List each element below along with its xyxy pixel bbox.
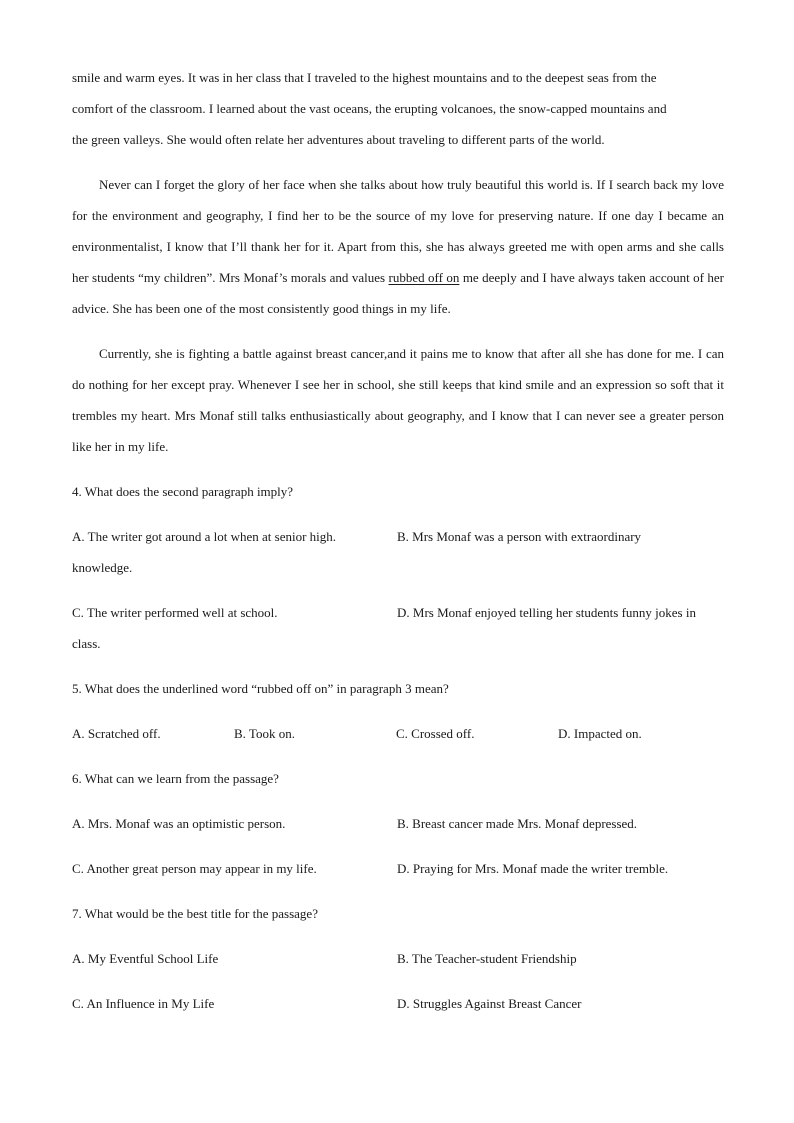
option-c: C. An Influence in My Life xyxy=(72,996,215,1011)
passage-line: comfort of the classroom. I learned about the vast oceans, the erupting volcanoes, the snow-capped mountains and xyxy=(72,101,667,116)
question-6 xyxy=(72,763,724,884)
document-page xyxy=(72,62,724,1019)
option-d-continued: class. xyxy=(72,636,101,651)
option-a: A. The writer got around a lot when at senior high. xyxy=(72,529,337,544)
question-stem: 7. What would be the best title for the passage? xyxy=(72,906,318,921)
question-stem: 4. What does the second paragraph imply? xyxy=(72,484,294,499)
paragraph-text: Never can I forget the glory of her face when she talks about how truly beautiful this world is. If I search back my love for the environment and geography, I find her to be the source of my love for preserving nature. If one day I became an environmentalist, I know that I’ll thank her for it. Apart from this, she has always greeted me with open arms and she calls her students “my children”. Mrs Monaf’s morals and values xyxy=(72,177,724,285)
option-a: A. My Eventful School Life xyxy=(72,951,219,966)
option-c: C. Another great person may appear in my life. xyxy=(72,861,317,876)
passage-line: the green valleys. She would often relate her adventures about traveling to different parts of the world. xyxy=(72,132,605,147)
question-stem: 6. What can we learn from the passage? xyxy=(72,771,279,786)
option-d: D. Struggles Against Breast Cancer xyxy=(397,996,582,1011)
option-c: C. Crossed off. xyxy=(396,726,475,741)
option-b-continued: knowledge. xyxy=(72,560,133,575)
question-5 xyxy=(72,673,724,749)
passage-paragraph-3: Currently, she is fighting a battle against breast cancer,and it pains me to know that after all she has done for me. I can do nothing for her except pray. Whenever I see her in school, she still keeps that kind smile and an expression so soft that it trembles my heart. Mrs Monaf still talks enthusiastically about geography, and I know that I can never see a greater person like her in my life. xyxy=(72,346,724,454)
passage-paragraph-2 xyxy=(72,169,724,324)
question-7 xyxy=(72,898,724,1019)
option-a: A. Scratched off. xyxy=(72,726,161,741)
option-d: D. Impacted on. xyxy=(558,726,642,741)
option-row xyxy=(72,943,724,974)
option-a: A. Mrs. Monaf was an optimistic person. xyxy=(72,816,286,831)
passage-paragraph-1 xyxy=(72,62,724,155)
option-row xyxy=(72,853,724,884)
passage-line: smile and warm eyes. It was in her class that I traveled to the highest mountains and to the deepest seas from the xyxy=(72,70,657,85)
option-row xyxy=(72,521,724,552)
underlined-phrase: rubbed off on xyxy=(388,270,460,285)
option-b: B. Mrs Monaf was a person with extraordinary xyxy=(397,529,642,544)
paragraph-text: me deeply and I have always taken account of her advice. She has been one of the most consistently good things in my life. xyxy=(72,270,725,316)
option-c: C. The writer performed well at school. xyxy=(72,605,278,620)
option-b: B. The Teacher-student Friendship xyxy=(397,951,577,966)
option-row xyxy=(72,988,724,1019)
option-d: D. Praying for Mrs. Monaf made the writer tremble. xyxy=(397,861,669,876)
question-stem: 5. What does the underlined word “rubbed off on” in paragraph 3 mean? xyxy=(72,681,449,696)
question-4 xyxy=(72,476,724,659)
option-b: B. Breast cancer made Mrs. Monaf depressed. xyxy=(397,816,638,831)
option-row xyxy=(72,808,724,839)
option-row xyxy=(72,718,724,749)
option-row xyxy=(72,597,724,628)
option-d: D. Mrs Monaf enjoyed telling her students funny jokes in xyxy=(397,605,696,620)
option-b: B. Took on. xyxy=(234,726,295,741)
